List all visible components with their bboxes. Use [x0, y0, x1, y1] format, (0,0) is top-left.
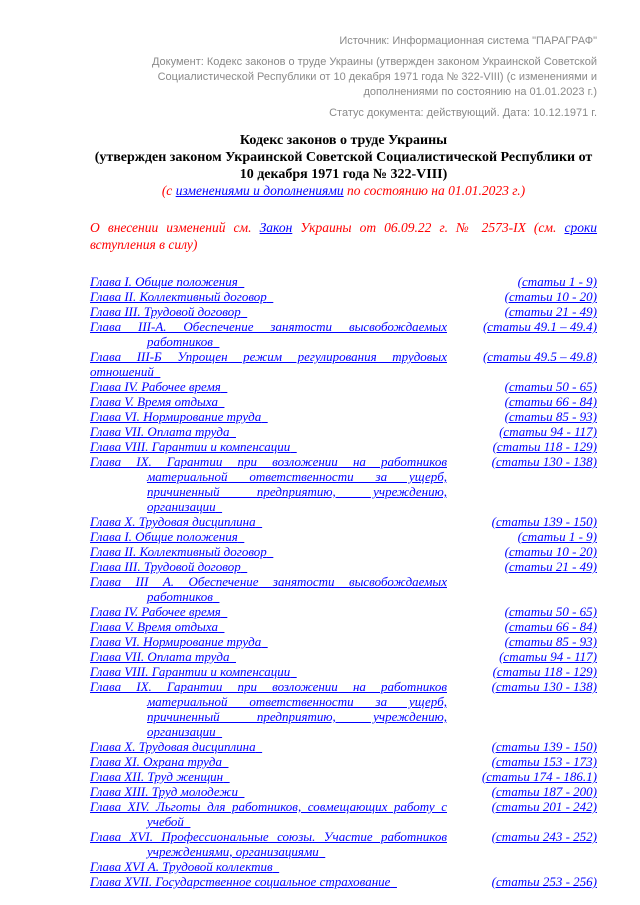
toc-title-cell — [90, 559, 447, 574]
toc-row — [90, 529, 597, 544]
toc-row — [90, 349, 597, 379]
toc-articles-link[interactable]: (статьи 118 - 129) — [492, 439, 597, 454]
toc-articles-link[interactable]: (статьи 66 - 84) — [504, 394, 597, 409]
note-text-1: О внесении изменений см. — [90, 220, 260, 235]
toc-chapter-link[interactable]: Глава XVI А. Трудовой коллектив — [90, 859, 273, 874]
toc-articles-link[interactable]: (статьи 49.1 – 49.4) — [482, 319, 597, 334]
toc-articles-link[interactable]: (статьи 243 - 252) — [491, 829, 597, 844]
toc-articles-cell — [447, 289, 597, 304]
toc-articles-link[interactable]: (статьи 66 - 84) — [504, 619, 597, 634]
amendments-link[interactable]: изменениями и дополнениями — [175, 183, 344, 198]
toc-title-cell — [90, 514, 447, 529]
toc-row — [90, 544, 597, 559]
toc-chapter-link[interactable]: Глава III А. Обеспечение занятости высвобождаемых работников — [90, 574, 447, 604]
toc-row — [90, 784, 597, 799]
toc-chapter-link[interactable]: Глава VIII. Гарантии и компенсации — [90, 439, 291, 454]
toc-chapter-link[interactable]: Глава IV. Рабочее время — [90, 604, 221, 619]
toc-articles-cell — [447, 649, 597, 664]
toc-row — [90, 574, 597, 604]
toc-title-cell — [90, 544, 447, 559]
toc-articles-cell — [447, 409, 597, 424]
toc-articles-link[interactable]: (статьи 187 - 200) — [491, 784, 597, 799]
toc-title-cell — [90, 379, 447, 394]
toc-chapter-link[interactable]: Глава VI. Нормирование труда — [90, 634, 262, 649]
toc-articles-cell — [447, 604, 597, 619]
source-line: Источник: Информационная система "ПАРАГРАФ" — [339, 35, 597, 47]
document-subtitle: (утвержден законом Украинской Советской Социалистической Республики от 10 декабря 1971 года № 322-VIII) — [94, 150, 593, 182]
law-link[interactable]: Закон — [259, 220, 293, 235]
toc-row — [90, 424, 597, 439]
toc-chapter-link[interactable]: Глава VII. Оплата труда — [90, 649, 230, 664]
amendments-prefix: (с — [161, 183, 176, 198]
toc-articles-link[interactable]: (статьи 21 - 49) — [504, 304, 597, 319]
toc-row — [90, 559, 597, 574]
toc-articles-cell — [447, 634, 597, 649]
toc-articles-cell — [447, 784, 597, 799]
toc-title-cell — [90, 454, 447, 514]
toc-row — [90, 274, 597, 289]
toc-chapter-link[interactable]: Глава II. Коллективный договор — [90, 544, 267, 559]
toc-title-cell — [90, 874, 447, 889]
toc-chapter-link[interactable]: Глава XIV. Льготы для работников, совмещающих работу с учебой — [90, 799, 447, 829]
toc-articles-cell — [447, 664, 597, 679]
toc-chapter-link[interactable]: Глава XVII. Государственное социальное страхование — [90, 874, 391, 889]
toc-articles-link[interactable]: (статьи 139 - 150) — [491, 514, 597, 529]
toc-articles-link[interactable]: (статьи 130 - 138) — [491, 454, 597, 469]
toc-row — [90, 604, 597, 619]
toc-row — [90, 454, 597, 514]
toc-row — [90, 319, 597, 349]
toc-title-cell — [90, 574, 447, 604]
toc-articles-cell — [447, 454, 597, 469]
toc-chapter-link[interactable]: Глава V. Время отдыха — [90, 394, 218, 409]
toc-articles-cell — [447, 874, 597, 889]
toc-articles-cell — [447, 679, 597, 694]
toc-articles-link[interactable]: (статьи 10 - 20) — [504, 544, 597, 559]
toc-chapter-link[interactable]: Глава XI. Охрана труда — [90, 754, 222, 769]
toc-title-cell — [90, 739, 447, 754]
toc-title-cell — [90, 439, 447, 454]
toc-title-cell — [90, 289, 447, 304]
toc-chapter-link[interactable]: Глава I. Общие положения — [90, 529, 238, 544]
toc-articles-cell — [447, 754, 597, 769]
toc-title-cell — [90, 274, 447, 289]
toc-row — [90, 379, 597, 394]
toc-title-cell — [90, 664, 447, 679]
toc-title-cell — [90, 679, 447, 739]
toc-chapter-link[interactable]: Глава VI. Нормирование труда — [90, 409, 262, 424]
toc-articles-link[interactable]: (статьи 201 - 242) — [491, 799, 597, 814]
toc-articles-link[interactable]: (статьи 174 - 186.1) — [481, 769, 597, 784]
toc-articles-cell — [447, 379, 597, 394]
toc-chapter-link[interactable]: Глава IV. Рабочее время — [90, 379, 221, 394]
toc-row — [90, 649, 597, 664]
toc-row — [90, 664, 597, 679]
toc-articles-link[interactable]: (статьи 50 - 65) — [504, 379, 597, 394]
toc-articles-cell — [447, 529, 597, 544]
toc-row — [90, 829, 597, 859]
toc-articles-link[interactable]: (статьи 130 - 138) — [491, 679, 597, 694]
toc-row — [90, 754, 597, 769]
toc-articles-cell — [447, 439, 597, 454]
toc-articles-link[interactable]: (статьи 85 - 93) — [504, 634, 597, 649]
toc-title-cell — [90, 304, 447, 319]
toc-chapter-link[interactable]: Глава XIII. Труд молодежи — [90, 784, 238, 799]
toc-articles-link[interactable]: (статьи 21 - 49) — [504, 559, 597, 574]
toc-articles-cell — [447, 274, 597, 289]
status-line: Статус документа: действующий. Дата: 10.12.1971 г. — [329, 107, 597, 119]
toc-row — [90, 799, 597, 829]
toc-title-cell — [90, 754, 447, 769]
amendments-line — [90, 183, 597, 199]
toc-articles-link[interactable]: (статьи 1 - 9) — [517, 274, 597, 289]
document-heading — [90, 132, 597, 199]
toc-chapter-link[interactable]: Глава III-А. Обеспечение занятости высвобождаемых работников — [90, 319, 447, 349]
document-title: Кодекс законов о труде Украины — [239, 133, 448, 148]
toc-articles-link[interactable]: (статьи 1 - 9) — [517, 529, 597, 544]
toc-row — [90, 619, 597, 634]
toc-articles-cell — [447, 544, 597, 559]
toc-chapter-link[interactable]: Глава IX. Гарантии при возложении на работников материальной ответственности за ущерб, причиненный предприятию, учреждению, организации — [90, 679, 447, 739]
toc-articles-link[interactable]: (статьи 50 - 65) — [504, 604, 597, 619]
toc-title-cell — [90, 349, 447, 379]
terms-link[interactable]: сроки — [564, 220, 598, 235]
toc-articles-cell — [447, 769, 597, 784]
toc-row — [90, 409, 597, 424]
toc-row — [90, 739, 597, 754]
toc-title-cell — [90, 604, 447, 619]
toc-title-cell — [90, 799, 447, 829]
toc-articles-cell — [447, 559, 597, 574]
toc-chapter-link[interactable]: Глава VII. Оплата труда — [90, 424, 230, 439]
toc-articles-link[interactable]: (статьи 153 - 173) — [491, 754, 597, 769]
toc-title-cell — [90, 319, 447, 349]
note-text-2: Украины от 06.09.22 г. № 2573-IX (см. — [292, 220, 565, 235]
note-text-3: вступления в силу) — [90, 237, 198, 252]
toc-chapter-link[interactable]: Глава X. Трудовая дисциплина — [90, 514, 256, 529]
toc-title-cell — [90, 784, 447, 799]
toc-title-cell — [90, 409, 447, 424]
toc-title-cell — [90, 424, 447, 439]
toc-articles-link[interactable]: (статьи 49.5 – 49.8) — [482, 349, 597, 364]
document-info-line: Документ: Кодекс законов о труде Украины (утвержден законом Украинской Советской Социалистической Республики от 10 декабря 1971 года № 322-VIII) (с изменениями и дополнениями по состоянию на 01.01.2023 г.) — [151, 56, 597, 98]
toc-articles-link[interactable]: (статьи 85 - 93) — [504, 409, 597, 424]
toc-title-cell — [90, 394, 447, 409]
document-meta — [90, 34, 597, 121]
toc-row — [90, 769, 597, 784]
toc-row — [90, 679, 597, 739]
toc-articles-link[interactable]: (статьи 94 - 117) — [499, 424, 597, 439]
toc-articles-link[interactable]: (статьи 10 - 20) — [504, 289, 597, 304]
toc-articles-link[interactable]: (статьи 253 - 256) — [491, 874, 597, 889]
toc-articles-cell — [447, 394, 597, 409]
toc-articles-cell — [447, 304, 597, 319]
changes-note — [90, 219, 597, 253]
toc-chapter-link[interactable]: Глава III-Б Упрощен режим регулирования трудовых отношений — [90, 349, 447, 379]
toc-articles-cell — [447, 739, 597, 754]
toc-articles-cell — [447, 349, 597, 364]
toc-chapter-link[interactable]: Глава V. Время отдыха — [90, 619, 218, 634]
toc-row — [90, 874, 597, 889]
toc-articles-cell — [447, 619, 597, 634]
toc-title-cell — [90, 634, 447, 649]
toc-row — [90, 634, 597, 649]
toc-row — [90, 394, 597, 409]
toc-articles-cell — [447, 829, 597, 844]
toc-row — [90, 439, 597, 454]
toc-row — [90, 859, 597, 874]
toc-articles-link[interactable]: (статьи 118 - 129) — [492, 664, 597, 679]
toc-articles-cell — [447, 424, 597, 439]
toc-title-cell — [90, 859, 447, 874]
toc-title-cell — [90, 829, 447, 859]
toc-articles-cell — [447, 799, 597, 814]
toc-title-cell — [90, 529, 447, 544]
toc-chapter-link[interactable]: Глава I. Общие положения — [90, 274, 238, 289]
toc-chapter-link[interactable]: Глава II. Коллективный договор — [90, 289, 267, 304]
table-of-contents — [90, 274, 597, 889]
toc-title-cell — [90, 769, 447, 784]
toc-title-cell — [90, 619, 447, 634]
toc-row — [90, 289, 597, 304]
toc-chapter-link[interactable]: Глава III. Трудовой договор — [90, 559, 241, 574]
toc-row — [90, 514, 597, 529]
toc-chapter-link[interactable]: Глава III. Трудовой договор — [90, 304, 241, 319]
toc-chapter-link[interactable]: Глава XVI. Профессиональные союзы. Участие работников учреждениями, организациями — [90, 829, 447, 859]
toc-articles-cell — [447, 514, 597, 529]
toc-articles-cell — [447, 319, 597, 334]
toc-row — [90, 304, 597, 319]
toc-chapter-link[interactable]: Глава VIII. Гарантии и компенсации — [90, 664, 291, 679]
toc-articles-link[interactable]: (статьи 139 - 150) — [491, 739, 597, 754]
toc-chapter-link[interactable]: Глава X. Трудовая дисциплина — [90, 739, 256, 754]
toc-chapter-link[interactable]: Глава XII. Труд женщин — [90, 769, 224, 784]
amendments-suffix: по состоянию на 01.01.2023 г.) — [343, 183, 526, 198]
toc-articles-link[interactable]: (статьи 94 - 117) — [499, 649, 597, 664]
toc-title-cell — [90, 649, 447, 664]
toc-chapter-link[interactable]: Глава IX. Гарантии при возложении на работников материальной ответственности за ущерб, причиненный предприятию, учреждению, организации — [90, 454, 447, 514]
